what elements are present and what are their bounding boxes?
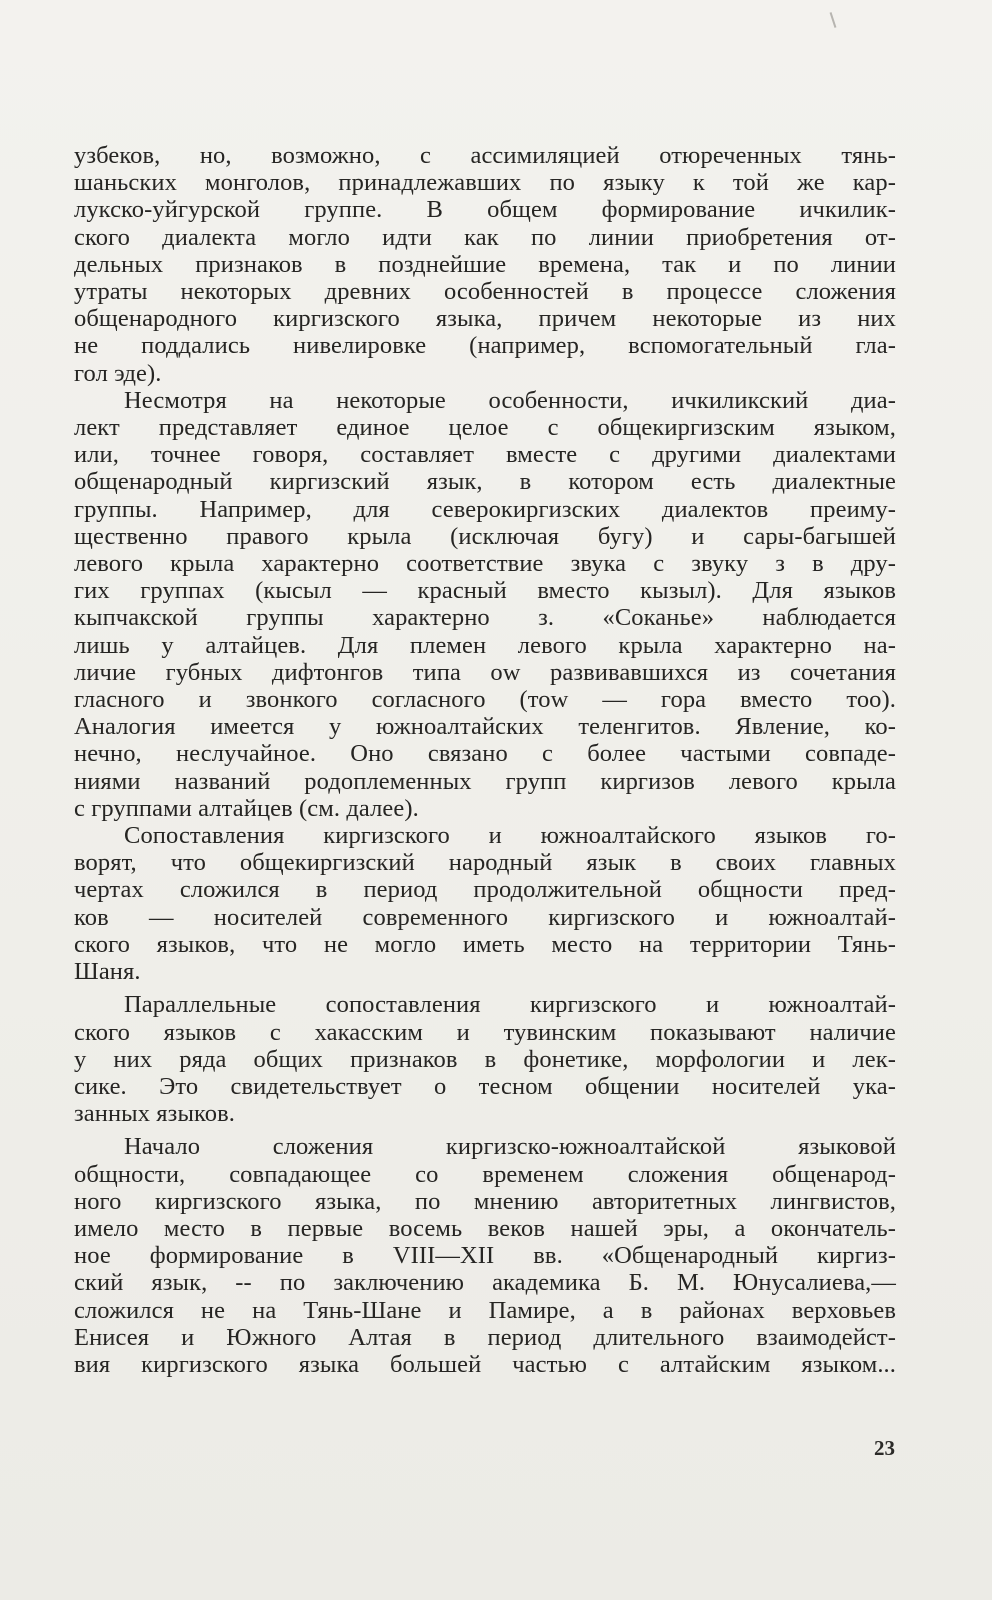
- text-line: сике. Это свидетельствует о тесном общении носителей ука-: [74, 1072, 896, 1100]
- text-line: лукско-уйгурской группе. В общем формирование ичкилик-: [74, 196, 896, 224]
- text-line: щественно правого крыла (исключая бугу) и сары-багышей: [74, 522, 896, 550]
- paragraph-1: [74, 142, 896, 387]
- paragraph-4: [74, 991, 896, 1127]
- text-line: лект представляет единое целое с общекиргизским языком,: [74, 414, 896, 442]
- scan-artifact: [830, 12, 837, 28]
- text-line: общенародный киргизский язык, в котором есть диалектные: [74, 468, 896, 496]
- text-line: не поддались нивелировке (например, вспомогательный гла-: [74, 332, 896, 360]
- text-line: кыпчакской группы характерно з. «Соканье» наблюдается: [74, 604, 896, 632]
- text-line: ского диалекта могло идти как по линии приобретения от-: [74, 223, 896, 251]
- page-text: [74, 142, 896, 1378]
- text-line: Сопоставления киргизского и южноалтайского языков го-: [124, 822, 896, 850]
- paragraph-2: [74, 387, 896, 822]
- text-line: общенародного киргизского языка, причем некоторые из них: [74, 305, 896, 333]
- text-line: или, точнее говоря, составляет вместе с другими диалектами: [74, 441, 896, 469]
- text-line: личие губных дифтонгов типа оw развивавшихся из сочетания: [74, 658, 896, 686]
- text-line: утраты некоторых древних особенностей в процессе сложения: [74, 278, 896, 306]
- text-line: шаньских монголов, принадлежавших по языку к той же кар-: [74, 169, 896, 197]
- text-line: ского языков, что не могло иметь место на территории Тянь-: [74, 930, 896, 958]
- text-line: гол эде).: [74, 359, 162, 387]
- text-line: ворят, что общекиргизский народный язык в своих главных: [74, 849, 896, 877]
- text-line: ниями названий родоплеменных групп киргизов левого крыла: [74, 767, 896, 795]
- text-line: ков — носителей современного киргизского и южноалтай-: [74, 903, 896, 931]
- text-line: ский язык, -- по заключению академика Б. М. Юнусалиева,—: [74, 1269, 896, 1297]
- text-line: вия киргизского языка большей частью с алтайским языком...: [74, 1350, 896, 1378]
- text-line: Параллельные сопоставления киргизского и южноалтай-: [124, 991, 896, 1019]
- text-line: чертах сложился в период продолжительной общности пред-: [74, 876, 896, 904]
- text-line: ное формирование в VIII—XII вв. «Общенародный киргиз-: [74, 1242, 896, 1270]
- text-line: ного киргизского языка, по мнению авторитетных лингвистов,: [74, 1187, 896, 1215]
- text-line: Начало сложения киргизско-южноалтайской языковой: [124, 1133, 896, 1161]
- text-line: занных языков.: [74, 1100, 236, 1128]
- text-line: гих группах (кысыл — красный вместо кызыл). Для языков: [74, 577, 896, 605]
- text-line: у них ряда общих признаков в фонетике, морфологии и лек-: [74, 1045, 896, 1073]
- paragraph-5: [74, 1133, 896, 1378]
- text-line: с группами алтайцев (см. далее).: [74, 794, 419, 822]
- text-line: имело место в первые восемь веков нашей эры, а окончатель-: [74, 1214, 896, 1242]
- text-line: гласного и звонкого согласного (тоw — гора вместо тоо).: [74, 686, 896, 714]
- text-line: Аналогия имеется у южноалтайских теленгитов. Явление, ко-: [74, 713, 896, 741]
- text-line: дельных признаков в позднейшие времена, так и по линии: [74, 250, 896, 278]
- text-line: левого крыла характерно соответствие звука с звуку з в дру-: [74, 550, 896, 578]
- text-line: узбеков, но, возможно, с ассимиляцией отюреченных тянь-: [74, 142, 896, 169]
- text-line: общности, совпадающее со временем сложения общенарод-: [74, 1160, 896, 1188]
- text-line: Енисея и Южного Алтая в период длительного взаимодейст-: [74, 1323, 896, 1351]
- page-number: 23: [874, 1436, 895, 1460]
- text-line: Несмотря на некоторые особенности, ичкиликский диа-: [124, 386, 896, 414]
- text-line: нечно, неслучайное. Оно связано с более частыми совпаде-: [74, 740, 896, 768]
- text-line: ского языков с хакасским и тувинским показывают наличие: [74, 1018, 896, 1046]
- text-line: группы. Например, для северокиргизских диалектов преиму-: [74, 495, 896, 523]
- text-line: лишь у алтайцев. Для племен левого крыла характерно на-: [74, 631, 896, 659]
- text-line: сложился не на Тянь-Шане и Памире, а в районах верховьев: [74, 1296, 896, 1324]
- paragraph-3: [74, 822, 896, 985]
- text-line: Шаня.: [74, 958, 141, 986]
